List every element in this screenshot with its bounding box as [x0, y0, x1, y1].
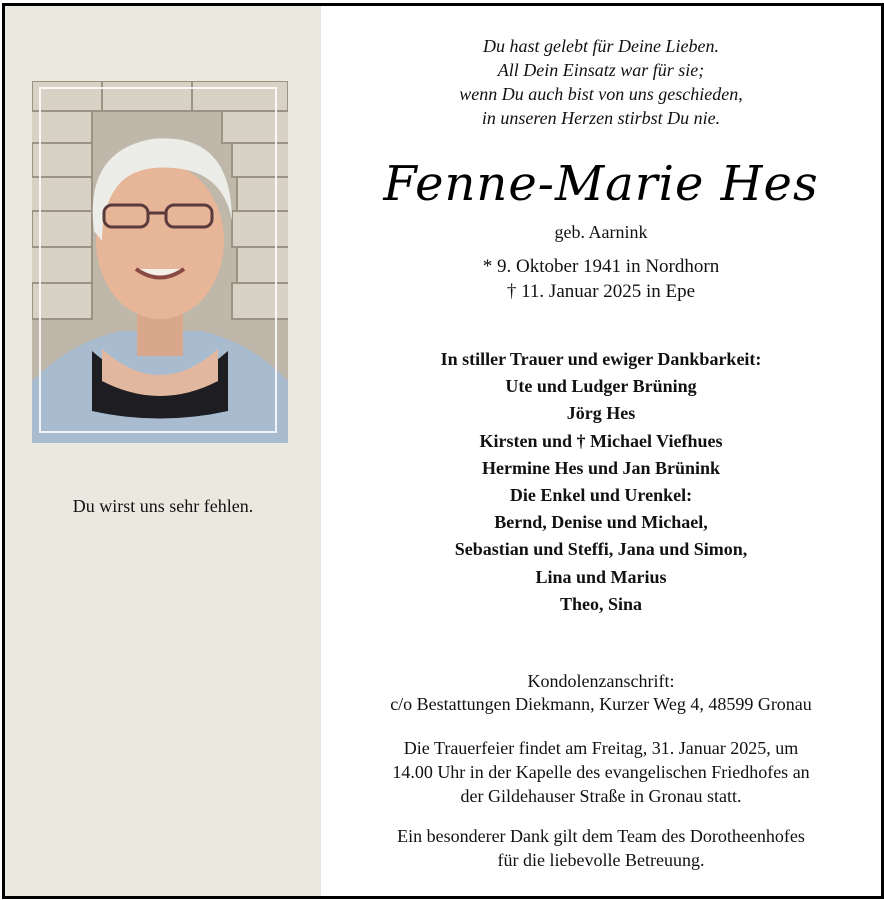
thanks-line: Ein besonderer Dank gilt dem Team des Dorotheenhofes — [397, 826, 805, 846]
death-date: † 11. Januar 2025 in Epe — [506, 281, 696, 302]
condolence-address — [321, 670, 881, 716]
deceased-name: Fenne-Marie Hes — [383, 156, 819, 212]
mourner-line: Jörg Hes — [566, 403, 636, 424]
funeral-info — [321, 736, 881, 808]
mourner-line: Sebastian und Steffi, Jana und Simon, — [454, 539, 748, 560]
condolence-heading: Kondolenzanschrift: — [527, 671, 675, 691]
mourners-intro: In stiller Trauer und ewiger Dankbarkeit: — [440, 349, 762, 369]
poem-line: Du hast gelebt für Deine Lieben. — [483, 36, 719, 56]
thanks-line: für die liebevolle Betreuung. — [497, 850, 705, 870]
photo-frame-line — [39, 87, 277, 433]
poem-line: in unseren Herzen stirbst Du nie. — [481, 108, 721, 128]
mourner-line: Ute und Ludger Brüning — [505, 376, 697, 397]
portrait-photo — [32, 81, 288, 443]
birth-date: * 9. Oktober 1941 in Nordhorn — [482, 256, 720, 277]
poem — [321, 34, 881, 130]
funeral-line: der Gildehauser Straße in Gronau statt. — [460, 786, 742, 806]
obituary-notice — [2, 3, 884, 899]
left-panel — [5, 6, 321, 896]
poem-line: wenn Du auch bist von uns geschieden, — [459, 84, 743, 104]
maiden-name: geb. Aarnink — [554, 222, 648, 242]
mourner-line: Die Enkel und Urenkel: — [509, 485, 693, 506]
funeral-line: Die Trauerfeier findet am Freitag, 31. Januar 2025, um — [403, 738, 799, 758]
poem-line: All Dein Einsatz war für sie; — [497, 60, 705, 80]
condolence-line: c/o Bestattungen Diekmann, Kurzer Weg 4, 48599 Gronau — [390, 694, 812, 714]
thanks-note — [321, 824, 881, 872]
life-dates — [321, 254, 881, 304]
mourner-line: Theo, Sina — [559, 593, 643, 614]
mourner-line: Kirsten und † Michael Viefhues — [479, 430, 723, 451]
funeral-line: 14.00 Uhr in der Kapelle des evangelischen Friedhofes an — [392, 762, 810, 782]
mourner-line: Lina und Marius — [535, 566, 667, 587]
mourners-list — [321, 346, 881, 618]
mourner-line: Hermine Hes und Jan Brünink — [481, 457, 721, 478]
farewell-quote: Du wirst uns sehr fehlen. — [72, 496, 254, 516]
mourner-line: Bernd, Denise und Michael, — [494, 512, 708, 533]
